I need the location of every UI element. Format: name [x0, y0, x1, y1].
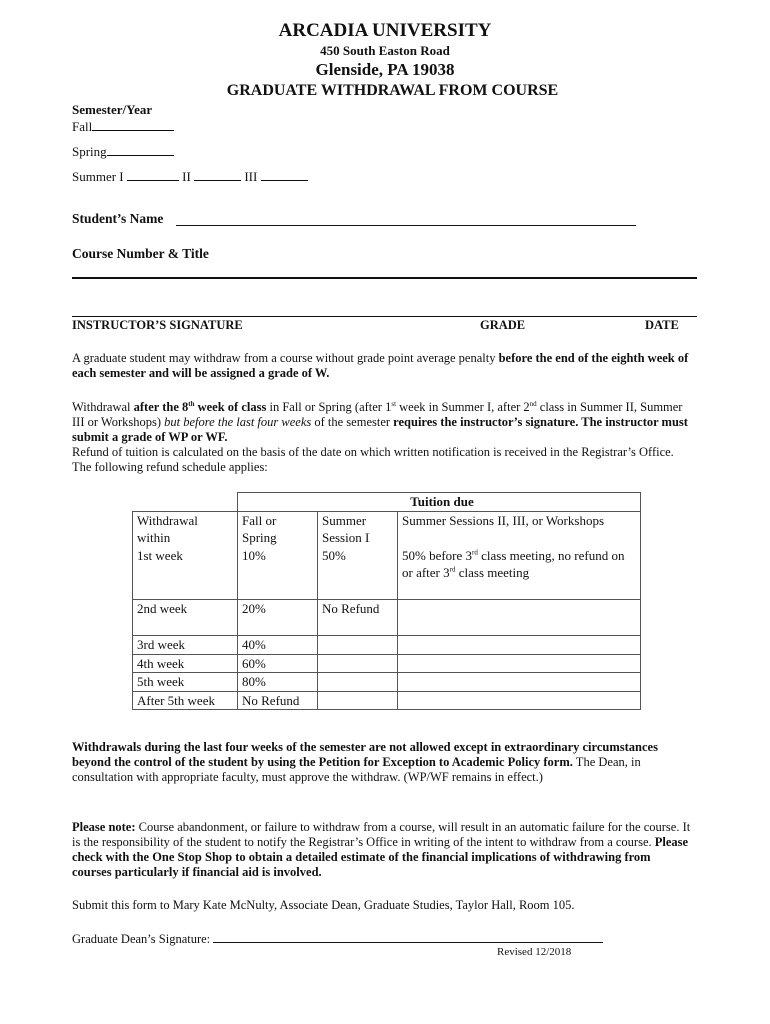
- row-1-s1: 50%: [318, 547, 398, 600]
- row-1-s2-sup-a: rd: [472, 548, 478, 557]
- header-withdrawal: Withdrawal within: [133, 511, 238, 547]
- summer-i-blank[interactable]: [127, 169, 179, 181]
- refund-basis-text: Refund of tuition is calculated on the basis of the date on which written notification is received in the Registrar’s Office. The following refund schedule applies:: [72, 445, 674, 474]
- rule-text-4: class in Summer II, Summer III or Workshops): [72, 400, 683, 429]
- signature-line[interactable]: [72, 316, 697, 317]
- course-label: Course Number & Title: [72, 246, 209, 261]
- table-empty-corner: [133, 493, 238, 512]
- form-title: GRADUATE WITHDRAWAL FROM COURSE: [226, 82, 559, 99]
- row-1-s2: [398, 547, 641, 600]
- late-withdrawal-text: The Dean, in consultation with appropriate faculty, must approve the withdraw. (WP/WF remains in effect.): [72, 755, 641, 784]
- policy-bold: before the end of the eighth week of each semester and will be assigned a grade of W.: [72, 351, 689, 380]
- header-summer-1: Summer Session I: [318, 511, 398, 547]
- dean-signature-label: Graduate Dean’s Signature:: [72, 932, 214, 946]
- course-line[interactable]: [72, 277, 697, 279]
- row-2-s2: [398, 600, 641, 636]
- rule-text-1: Withdrawal: [72, 400, 134, 414]
- rule-text-3: week in Summer I, after 2: [396, 400, 530, 414]
- row-1-week: 1st week: [133, 547, 238, 600]
- row-5-fall: 80%: [238, 673, 318, 692]
- withdraw-policy-paragraph: [72, 351, 692, 381]
- header-fall-spring: Fall or Spring: [238, 511, 318, 547]
- row-4-s1: [318, 654, 398, 673]
- row-1-s2-text-c: class meeting: [455, 565, 530, 580]
- row-5-s2: [398, 673, 641, 692]
- row-3-fall: 40%: [238, 636, 318, 655]
- row-4-fall: 60%: [238, 654, 318, 673]
- summer-iii-blank[interactable]: [261, 169, 308, 181]
- please-note-paragraph: [72, 820, 692, 880]
- instructor-signature-label: INSTRUCTOR’S SIGNATURE: [72, 318, 243, 332]
- tuition-due-header: Tuition due: [238, 493, 641, 512]
- street-address: 450 South Easton Road: [320, 43, 450, 58]
- student-name-label: Student’s Name: [72, 211, 164, 226]
- row-5-s1: [318, 673, 398, 692]
- spring-blank[interactable]: [107, 144, 174, 156]
- student-name-line[interactable]: [176, 225, 636, 226]
- row-2-fall: 20%: [238, 600, 318, 636]
- submit-instructions: Submit this form to Mary Kate McNulty, Associate Dean, Graduate Studies, Taylor Hall, Room 105.: [72, 898, 575, 912]
- row-6-week: After 5th week: [133, 691, 238, 710]
- row-1-fall: 10%: [238, 547, 318, 600]
- rule-text-5: of the semester: [311, 415, 394, 429]
- refund-schedule-table: [132, 492, 641, 710]
- late-withdrawal-paragraph: [72, 740, 692, 785]
- row-4-s2: [398, 654, 641, 673]
- rule-sup-2: st: [391, 399, 397, 408]
- header-summer-2-3: Summer Sessions II, III, or Workshops: [398, 511, 641, 547]
- withdrawal-rules-paragraph: [72, 400, 692, 475]
- row-3-week: 3rd week: [133, 636, 238, 655]
- summer-ii-label: II: [182, 169, 191, 184]
- summer-field[interactable]: [72, 169, 308, 184]
- row-1-s2-sup-b: rd: [449, 565, 456, 574]
- rule-text-2: in Fall or Spring (after 1: [266, 400, 392, 414]
- please-note-label: Please note:: [72, 820, 136, 834]
- row-3-s2: [398, 636, 641, 655]
- rule-italic: but before the last four weeks: [164, 415, 312, 429]
- row-3-s1: [318, 636, 398, 655]
- row-6-fall: No Refund: [238, 691, 318, 710]
- policy-text: A graduate student may withdraw from a course without grade point average penalty: [72, 351, 499, 365]
- rule-bold-1: after the 8: [133, 400, 189, 414]
- fall-field[interactable]: [72, 119, 174, 134]
- revised-date: Revised 12/2018: [497, 946, 572, 958]
- rule-sup-3: nd: [529, 399, 537, 408]
- summer-i-label: Summer I: [72, 169, 124, 184]
- rule-sup-1: th: [188, 399, 195, 408]
- rule-bold-1b: week of class: [194, 400, 267, 414]
- summer-ii-blank[interactable]: [194, 169, 241, 181]
- city-address: Glenside, PA 19038: [315, 60, 455, 79]
- row-1-s2-text-b: class meeting, no refund on or after 3: [402, 547, 625, 580]
- row-2-week: 2nd week: [133, 600, 238, 636]
- row-4-week: 4th week: [133, 654, 238, 673]
- row-2-s1: No Refund: [318, 600, 398, 636]
- university-name: ARCADIA UNIVERSITY: [278, 20, 492, 41]
- fall-label: Fall: [72, 119, 93, 134]
- semester-label: Semester/Year: [72, 102, 153, 117]
- fall-blank[interactable]: [92, 119, 174, 131]
- row-5-week: 5th week: [133, 673, 238, 692]
- please-note-bold: Please check with the One Stop Shop to obtain a detailed estimate of the financial implications of withdrawing from courses particularly if financial aid is involved.: [72, 835, 689, 879]
- rule-bold-2: requires the instructor’s signature. The instructor must submit a grade of WP or WF.: [72, 415, 688, 444]
- spring-field[interactable]: [72, 144, 174, 159]
- date-label: DATE: [645, 318, 679, 332]
- late-withdrawal-bold: Withdrawals during the last four weeks of the semester are not allowed except in extraordinary circumstances beyond the control of the student by using the Petition for Exception to Academic Policy form.: [72, 740, 658, 769]
- dean-signature-line[interactable]: [213, 931, 603, 943]
- grade-label: GRADE: [480, 318, 526, 332]
- summer-iii-label: III: [244, 169, 258, 184]
- row-6-s1: [318, 691, 398, 710]
- row-6-s2: [398, 691, 641, 710]
- row-1-s2-text-a: 50% before 3: [402, 547, 473, 563]
- please-note-text: Course abandonment, or failure to withdraw from a course, will result in an automatic failure for the course. It is the responsibility of the student to notify the Registrar’s Office in writing of the intent to withdraw from a course.: [72, 820, 691, 849]
- spring-label: Spring: [72, 144, 107, 159]
